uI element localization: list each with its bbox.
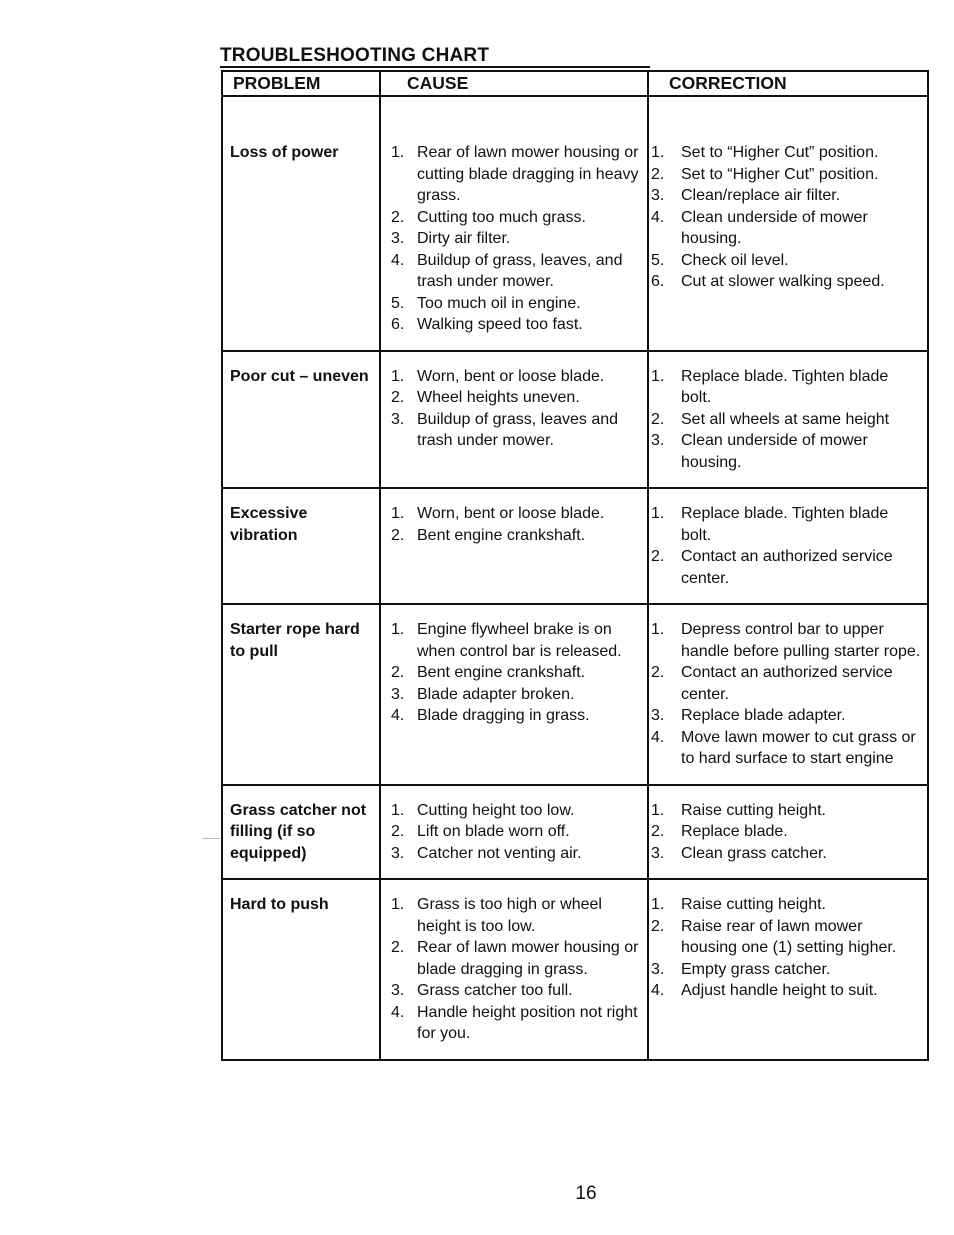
- cause-item: [387, 314, 641, 336]
- cause-item: [387, 142, 641, 207]
- problem-cell: [223, 352, 381, 488]
- item-text: Empty grass catcher.: [681, 960, 831, 978]
- item-text: Clean/replace air filter.: [681, 187, 841, 204]
- item-number: 3.: [391, 410, 405, 428]
- cause-item: [387, 387, 641, 409]
- item-text: Check oil level.: [681, 251, 789, 269]
- item-text: Clean underside of mower housing.: [681, 432, 868, 471]
- item-number: 4.: [391, 707, 405, 724]
- cause-item: [387, 366, 641, 388]
- cause-item: [387, 937, 641, 980]
- item-text: Set to “Higher Cut” position.: [681, 144, 879, 161]
- item-number: 4.: [651, 728, 665, 746]
- cause-cell: [381, 605, 649, 784]
- cause-item: [387, 207, 641, 229]
- cause-item: [387, 662, 641, 684]
- item-number: 2.: [391, 664, 405, 681]
- item-text: Grass is too high or wheel height is too low.: [417, 896, 602, 935]
- item-number: 1.: [391, 367, 405, 385]
- cause-item: [387, 980, 641, 1002]
- table-row: [223, 489, 927, 605]
- correction-item: [651, 366, 921, 409]
- correction-item: [651, 207, 921, 250]
- cause-cell: [381, 489, 649, 603]
- cause-item: [387, 705, 641, 727]
- cause-item: [387, 228, 641, 250]
- cause-cell: [381, 880, 649, 1059]
- item-text: Grass catcher too full.: [417, 982, 573, 999]
- item-number: 3.: [391, 685, 405, 703]
- item-text: Replace blade adapter.: [681, 707, 846, 724]
- item-number: 3.: [651, 432, 665, 449]
- item-text: Catcher not venting air.: [417, 844, 582, 862]
- item-number: 2.: [391, 939, 405, 956]
- item-text: Replace blade. Tighten blade bolt.: [681, 505, 889, 544]
- correction-item: [651, 705, 921, 727]
- item-text: Replace blade.: [681, 823, 788, 840]
- cause-item: [387, 619, 641, 662]
- cause-item: [387, 843, 641, 865]
- item-text: Blade adapter broken.: [417, 685, 575, 703]
- cause-item: [387, 293, 641, 315]
- item-number: 1.: [651, 896, 665, 913]
- cause-item: [387, 525, 641, 547]
- item-text: Contact an authorized service center.: [681, 548, 893, 587]
- problem-text: Excessive vibration: [230, 505, 308, 544]
- correction-cell: [649, 489, 927, 603]
- cause-item: [387, 503, 641, 525]
- correction-item: [651, 142, 921, 164]
- item-text: Raise cutting height.: [681, 801, 826, 819]
- correction-item: [651, 821, 921, 843]
- item-text: Engine flywheel brake is on when control bar is released.: [417, 621, 622, 660]
- item-text: Bent engine crankshaft.: [417, 526, 586, 544]
- item-number: 2.: [391, 526, 405, 544]
- item-text: Set to “Higher Cut” position.: [681, 165, 879, 183]
- correction-item: [651, 980, 921, 1002]
- item-text: Rear of lawn mower housing or blade dragging in grass.: [417, 939, 639, 978]
- item-number: 2.: [651, 917, 665, 935]
- item-text: Bent engine crankshaft.: [417, 664, 586, 681]
- problem-cell: [223, 786, 381, 879]
- page-number: 16: [575, 1183, 597, 1204]
- item-number: 1.: [651, 621, 665, 638]
- item-number: 2.: [651, 823, 665, 840]
- correction-item: [651, 164, 921, 186]
- item-number: 4.: [651, 208, 665, 226]
- correction-cell: [649, 605, 927, 784]
- cause-item: [387, 800, 641, 822]
- item-number: 2.: [391, 823, 405, 840]
- problem-text: Grass catcher not filling (if so equipped): [230, 801, 367, 862]
- item-number: 3.: [651, 707, 665, 724]
- item-number: 1.: [391, 621, 405, 638]
- table-row: [223, 352, 927, 490]
- problem-cell: [223, 489, 381, 603]
- item-text: Move lawn mower to cut grass or to hard surface to start engine: [681, 728, 916, 767]
- correction-item: [651, 430, 921, 473]
- item-number: 6.: [651, 273, 665, 290]
- item-number: 1.: [391, 896, 405, 913]
- correction-item: [651, 894, 921, 916]
- item-number: 3.: [651, 187, 665, 204]
- correction-item: [651, 959, 921, 981]
- item-text: Clean grass catcher.: [681, 844, 827, 862]
- correction-item: [651, 409, 921, 431]
- correction-item: [651, 185, 921, 207]
- troubleshooting-table: [221, 70, 929, 1061]
- problem-cell: [223, 880, 381, 1059]
- chart-title: TROUBLESHOOTING CHART: [220, 45, 490, 66]
- item-number: 6.: [391, 316, 405, 333]
- cause-cell: [381, 352, 649, 488]
- item-number: 2.: [651, 410, 665, 428]
- item-number: 5.: [651, 251, 665, 269]
- item-text: Raise cutting height.: [681, 896, 826, 913]
- problem-text: Loss of power: [230, 144, 339, 161]
- item-text: Lift on blade worn off.: [417, 823, 570, 840]
- correction-cell: [649, 97, 927, 350]
- item-text: Dirty air filter.: [417, 230, 511, 247]
- table-row: [223, 880, 927, 1061]
- table-header-row: [223, 72, 927, 97]
- correction-item: [651, 662, 921, 705]
- correction-cell: [649, 880, 927, 1059]
- item-text: Raise rear of lawn mower housing one (1) setting higher.: [681, 917, 897, 956]
- correction-item: [651, 503, 921, 546]
- table-body: [223, 97, 927, 1061]
- cause-cell: [381, 786, 649, 879]
- item-text: Walking speed too fast.: [417, 316, 583, 333]
- problem-cell: [223, 605, 381, 784]
- item-number: 1.: [651, 144, 665, 161]
- item-number: 3.: [391, 230, 405, 247]
- item-number: 1.: [651, 367, 665, 385]
- problem-text: Starter rope hard to pull: [230, 621, 360, 660]
- item-number: 1.: [651, 801, 665, 819]
- item-number: 4.: [651, 982, 665, 999]
- item-number: 3.: [651, 844, 665, 862]
- item-number: 2.: [651, 664, 665, 681]
- item-number: 1.: [391, 144, 405, 161]
- item-text: Worn, bent or loose blade.: [417, 367, 605, 385]
- cause-item: [387, 250, 641, 293]
- correction-cell: [649, 352, 927, 488]
- correction-item: [651, 250, 921, 272]
- item-number: 1.: [391, 801, 405, 819]
- correction-item: [651, 546, 921, 589]
- cause-item: [387, 409, 641, 452]
- item-number: 1.: [391, 505, 405, 522]
- table-row: [223, 786, 927, 881]
- header-correction: CORRECTION: [669, 73, 787, 93]
- problem-cell: [223, 97, 381, 350]
- item-text: Wheel heights uneven.: [417, 389, 580, 406]
- item-text: Contact an authorized service center.: [681, 664, 893, 703]
- item-text: Blade dragging in grass.: [417, 707, 590, 724]
- item-text: Cut at slower walking speed.: [681, 273, 885, 290]
- margin-mark: [202, 838, 220, 839]
- item-text: Adjust handle height to suit.: [681, 982, 878, 999]
- item-text: Clean underside of mower housing.: [681, 208, 868, 247]
- correction-item: [651, 727, 921, 770]
- correction-cell: [649, 786, 927, 879]
- item-text: Buildup of grass, leaves and trash under mower.: [417, 410, 619, 449]
- item-number: 3.: [391, 982, 405, 999]
- cause-item: [387, 821, 641, 843]
- item-number: 2.: [651, 165, 665, 183]
- item-number: 2.: [391, 208, 405, 226]
- cause-item: [387, 1002, 641, 1045]
- item-number: 2.: [391, 389, 405, 406]
- item-text: Handle height position not right for you.: [417, 1003, 638, 1042]
- table-row: [223, 605, 927, 786]
- item-number: 3.: [651, 960, 665, 978]
- correction-item: [651, 800, 921, 822]
- cause-item: [387, 894, 641, 937]
- table-row: [223, 97, 927, 352]
- item-text: Set all wheels at same height: [681, 410, 890, 428]
- item-text: Cutting too much grass.: [417, 208, 586, 226]
- correction-item: [651, 843, 921, 865]
- correction-item: [651, 619, 921, 662]
- item-number: 1.: [651, 505, 665, 522]
- title-underline: [220, 66, 650, 68]
- item-number: 5.: [391, 294, 405, 312]
- item-number: 4.: [391, 251, 405, 269]
- correction-item: [651, 916, 921, 959]
- item-number: 3.: [391, 844, 405, 862]
- item-text: Depress control bar to upper handle before pulling starter rope.: [681, 621, 921, 660]
- item-text: Too much oil in engine.: [417, 294, 581, 312]
- header-cause: CAUSE: [381, 72, 649, 95]
- header-problem: PROBLEM: [223, 72, 381, 95]
- problem-text: Hard to push: [230, 896, 329, 913]
- item-number: 2.: [651, 548, 665, 565]
- item-number: 4.: [391, 1003, 405, 1021]
- cause-item: [387, 684, 641, 706]
- item-text: Replace blade. Tighten blade bolt.: [681, 367, 889, 406]
- item-text: Rear of lawn mower housing or cutting blade dragging in heavy grass.: [417, 144, 639, 204]
- item-text: Worn, bent or loose blade.: [417, 505, 605, 522]
- problem-text: Poor cut – uneven: [230, 367, 369, 385]
- cause-cell: [381, 97, 649, 350]
- correction-item: [651, 271, 921, 293]
- item-text: Buildup of grass, leaves, and trash under mower.: [417, 251, 623, 290]
- item-text: Cutting height too low.: [417, 801, 575, 819]
